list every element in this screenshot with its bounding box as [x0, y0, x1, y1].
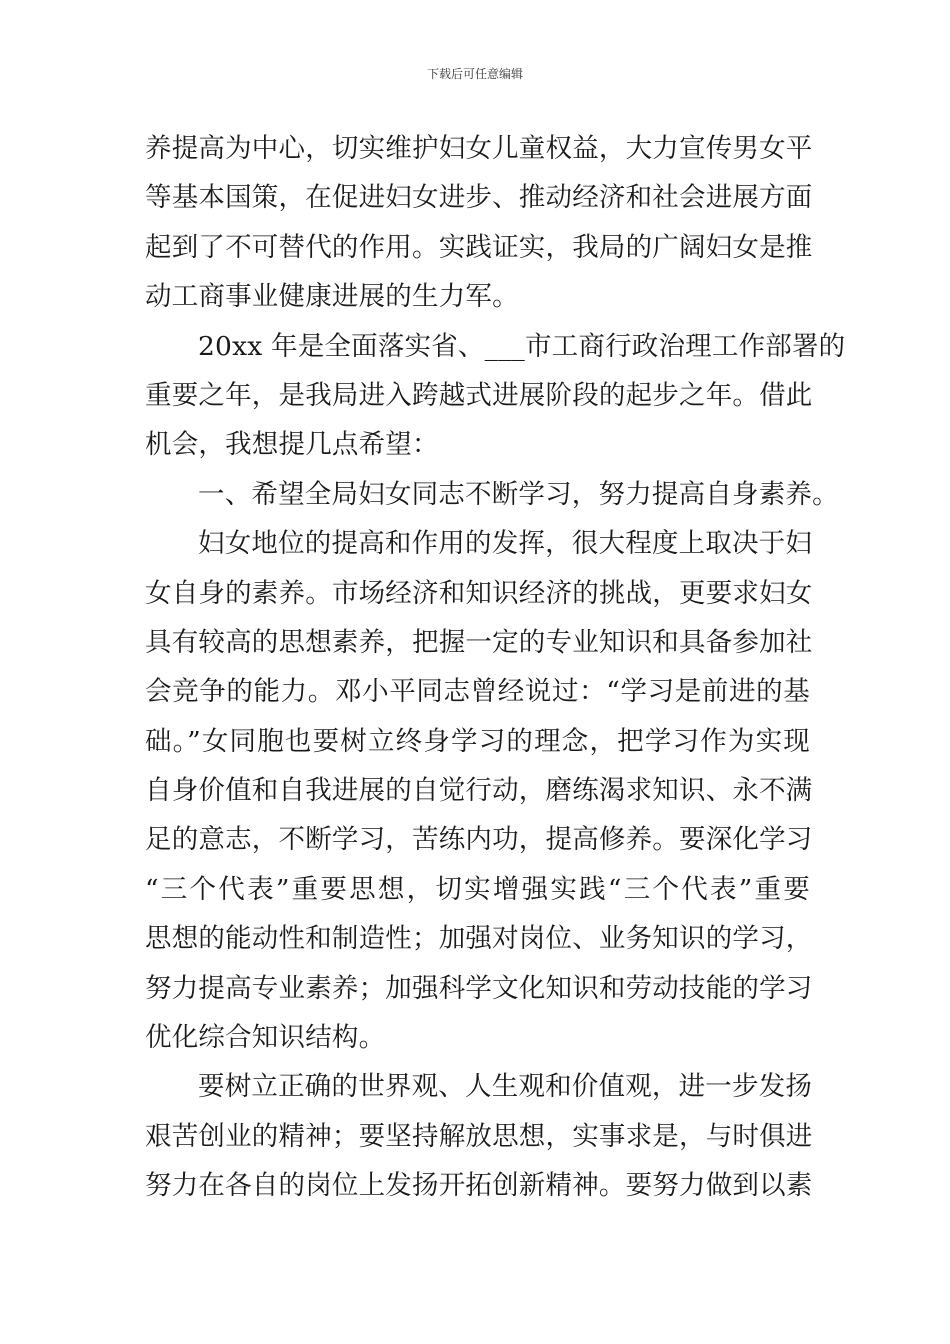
- text-line: 础。”女同胞也要树立终身学习的理念，把学习作为实现: [145, 725, 810, 757]
- section-heading: 一、希望全局妇女同志不断学习，努力提高自身素养。: [198, 478, 839, 510]
- paragraph: [145, 322, 846, 470]
- text-line: 努力提高专业素养；加强科学文化知识和劳动技能的学习: [145, 972, 813, 1004]
- text-line: 努力在各自的岗位上发扬开拓创新精神。要努力做到以素: [145, 1170, 813, 1202]
- text-line: 优化综合知识结构。: [145, 1022, 386, 1054]
- document-body: [145, 124, 846, 1211]
- text-line: 女自身的素养。市场经济和知识经济的挑战，更要求妇女: [145, 577, 813, 609]
- page-header: 下载后可任意编辑: [426, 67, 523, 81]
- text-line: 会竞争的能力。邓小平同志曾经说过：“学习是前进的基: [145, 676, 810, 708]
- text-line: 养提高为中心，切实维护妇女儿童权益，大力宣传男女平: [145, 133, 813, 164]
- text-line: 动工商事业健康进展的生力军。: [145, 281, 519, 313]
- text-line: 足的意志，不断学习，苦练内功，提高修养。要深化学习: [145, 824, 813, 856]
- paragraph: [145, 124, 813, 322]
- text-line: 思想的能动性和制造性；加强对岗位、业务知识的学习，: [145, 923, 813, 955]
- text-line: 自身价值和自我进展的自觉行动，磨练渴求知识、永不满: [145, 775, 813, 807]
- text-line: 起到了不可替代的作用。实践证实，我局的广阔妇女是推: [145, 231, 813, 263]
- paragraph: [145, 470, 839, 519]
- paragraph: [145, 1062, 813, 1210]
- text-line: 具有较高的思想素养，把握一定的专业知识和具备参加社: [145, 626, 813, 658]
- text-line: 20xx 年是全面落实省、___市工商行政治理工作部署的: [198, 330, 846, 362]
- text-line: 重要之年，是我局进入跨越式进展阶段的起步之年。借此: [145, 379, 813, 411]
- text-line: 要树立正确的世界观、人生观和价值观，进一步发扬: [198, 1071, 813, 1103]
- text-line: 艰苦创业的精神；要坚持解放思想，实事求是，与时俱进: [145, 1120, 813, 1152]
- text-line: 等基本国策，在促进妇女进步、推动经济和社会进展方面: [145, 182, 813, 214]
- text-line: “三个代表”重要思想，切实增强实践“三个代表”重要: [145, 873, 810, 905]
- text-line: 机会，我想提几点希望：: [145, 429, 439, 461]
- paragraph: [145, 519, 813, 1062]
- text-line: 妇女地位的提高和作用的发挥，很大程度上取决于妇: [198, 528, 813, 560]
